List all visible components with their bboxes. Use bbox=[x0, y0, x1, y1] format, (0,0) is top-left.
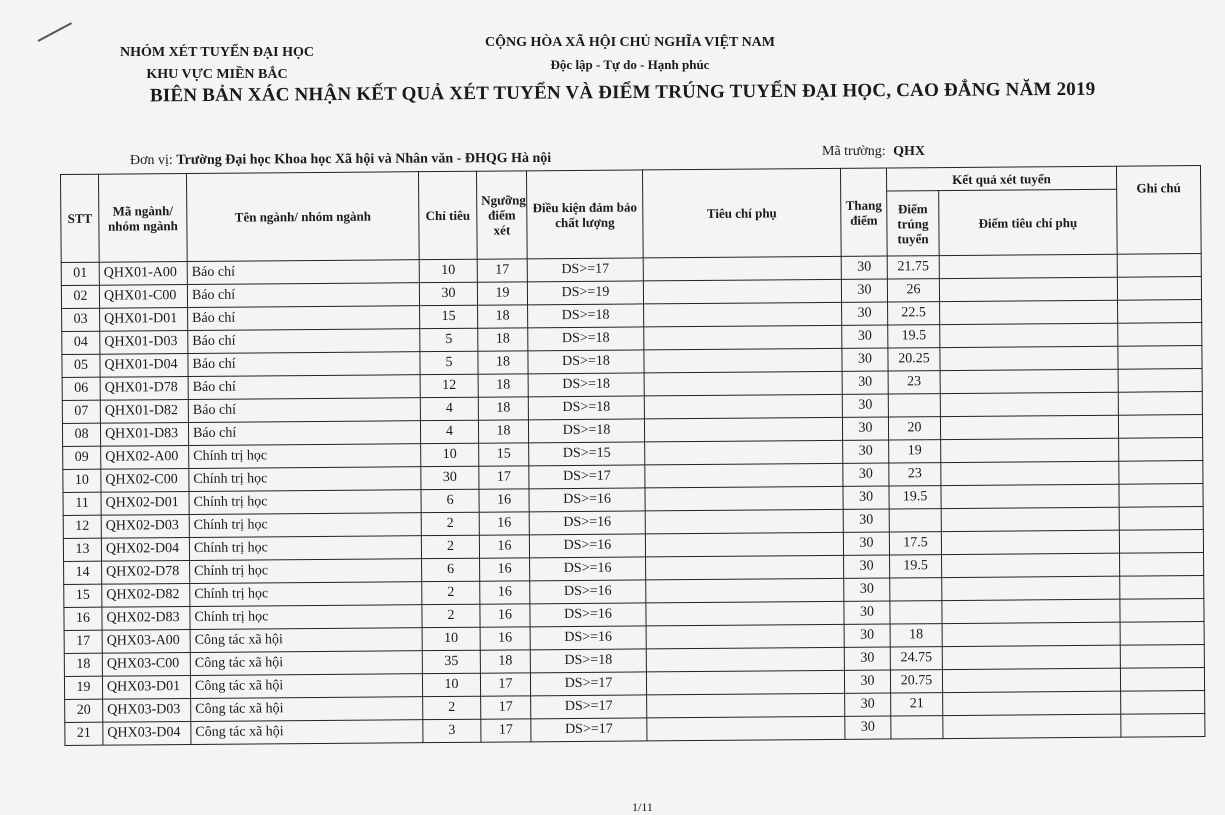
cell-scale: 30 bbox=[842, 371, 888, 394]
cell-sub-score bbox=[941, 530, 1119, 554]
cell-note bbox=[1117, 254, 1201, 278]
cell-note bbox=[1120, 576, 1204, 600]
cell-condition: DS>=16 bbox=[530, 603, 646, 627]
cell-condition: DS>=18 bbox=[528, 373, 644, 397]
cell-quota: 10 bbox=[422, 627, 480, 650]
cell-scale: 30 bbox=[844, 624, 890, 647]
cell-condition: DS>=15 bbox=[529, 442, 645, 466]
cell-score bbox=[888, 394, 940, 417]
cell-sub-score bbox=[940, 346, 1118, 370]
unit-value: Trường Đại học Khoa học Xã hội và Nhân văn - ĐHQG Hà nội bbox=[176, 150, 552, 168]
cell-sub-score bbox=[941, 438, 1119, 462]
cell-scale: 30 bbox=[845, 716, 891, 739]
cell-sub-criteria bbox=[645, 486, 843, 511]
cell-stt: 06 bbox=[62, 377, 100, 400]
cell-quota: 2 bbox=[422, 581, 480, 604]
cell-scale: 30 bbox=[842, 394, 888, 417]
country-header bbox=[460, 32, 800, 76]
cell-sub-score bbox=[939, 254, 1117, 278]
cell-sub-score bbox=[942, 599, 1120, 623]
cell-stt: 18 bbox=[64, 653, 102, 676]
cell-sub-criteria bbox=[645, 532, 843, 557]
cell-quota: 4 bbox=[420, 397, 478, 420]
country-line-1: CỘNG HÒA XÃ HỘI CHỦ NGHĨA VIỆT NAM bbox=[484, 35, 775, 50]
cell-stt: 10 bbox=[63, 469, 101, 492]
cell-score: 26 bbox=[887, 279, 939, 302]
cell-condition: DS>=16 bbox=[529, 488, 645, 512]
cell-scale: 30 bbox=[843, 463, 889, 486]
cell-note bbox=[1118, 300, 1202, 324]
cell-scale: 30 bbox=[844, 578, 890, 601]
cell-code: QHX03-D01 bbox=[102, 675, 190, 699]
col-dieu-kien: Điều kiện đảm bảo chất lượng bbox=[526, 170, 643, 259]
col-tieu-chi-phu: Tiêu chí phụ bbox=[642, 168, 841, 258]
cell-code: QHX03-C00 bbox=[102, 652, 190, 676]
col-chi-tieu: Chỉ tiêu bbox=[418, 171, 477, 259]
cell-condition: DS>=17 bbox=[531, 718, 647, 742]
cell-stt: 03 bbox=[62, 308, 100, 331]
cell-note bbox=[1120, 622, 1204, 646]
col-ket-qua: Kết quả xét tuyển bbox=[886, 166, 1116, 191]
cell-scale: 30 bbox=[844, 647, 890, 670]
cell-note bbox=[1118, 392, 1202, 416]
cell-sub-criteria bbox=[647, 693, 845, 718]
cell-scale: 30 bbox=[843, 509, 889, 532]
cell-threshold: 17 bbox=[481, 719, 531, 742]
cell-stt: 14 bbox=[64, 561, 102, 584]
cell-note bbox=[1120, 645, 1204, 669]
cell-name: Công tác xã hội bbox=[190, 651, 422, 676]
cell-condition: DS>=16 bbox=[530, 557, 646, 581]
country-line-2: Độc lập - Tự do - Hạnh phúc bbox=[550, 57, 710, 72]
col-nguong: Ngưỡng điểm xét bbox=[476, 171, 527, 259]
cell-stt: 19 bbox=[64, 676, 102, 699]
cell-sub-criteria bbox=[644, 325, 842, 350]
cell-sub-criteria bbox=[644, 394, 842, 419]
cell-threshold: 17 bbox=[480, 673, 530, 696]
cell-scale: 30 bbox=[844, 555, 890, 578]
cell-scale: 30 bbox=[841, 279, 887, 302]
unit-line bbox=[130, 151, 551, 169]
cell-quota: 12 bbox=[420, 374, 478, 397]
cell-code: QHX01-D78 bbox=[100, 377, 188, 401]
cell-scale: 30 bbox=[842, 348, 888, 371]
cell-code: QHX01-A00 bbox=[99, 262, 187, 286]
cell-sub-score bbox=[940, 369, 1118, 393]
cell-scale: 30 bbox=[842, 325, 888, 348]
cell-code: QHX03-D04 bbox=[103, 721, 191, 745]
cell-stt: 09 bbox=[63, 446, 101, 469]
cell-sub-criteria bbox=[645, 463, 843, 488]
results-table-wrap bbox=[60, 165, 1204, 746]
cell-note bbox=[1121, 691, 1205, 715]
cell-note bbox=[1121, 714, 1205, 738]
cell-name: Chính trị học bbox=[190, 605, 422, 630]
cell-sub-criteria bbox=[647, 716, 845, 741]
cell-name: Chính trị học bbox=[189, 490, 421, 515]
cell-score: 20.75 bbox=[890, 670, 942, 693]
unit-label: Đơn vị: bbox=[129, 152, 173, 169]
cell-condition: DS>=18 bbox=[528, 304, 644, 328]
page-number: 1/11 bbox=[632, 800, 653, 814]
cell-code: QHX02-D04 bbox=[101, 537, 189, 561]
cell-threshold: 16 bbox=[480, 627, 530, 650]
cell-code: QHX02-D82 bbox=[102, 583, 190, 607]
org-header bbox=[112, 42, 322, 86]
cell-condition: DS>=16 bbox=[530, 580, 646, 604]
cell-threshold: 16 bbox=[479, 535, 529, 558]
cell-name: Công tác xã hội bbox=[190, 674, 422, 699]
cell-name: Công tác xã hội bbox=[191, 720, 423, 745]
cell-sub-criteria bbox=[644, 371, 842, 396]
cell-name: Báo chí bbox=[188, 421, 420, 446]
cell-score: 18 bbox=[890, 624, 942, 647]
cell-sub-score bbox=[940, 323, 1118, 347]
cell-name: Chính trị học bbox=[190, 559, 422, 584]
cell-note bbox=[1119, 438, 1203, 462]
cell-score bbox=[891, 716, 943, 739]
cell-score bbox=[890, 601, 942, 624]
cell-quota: 2 bbox=[422, 604, 480, 627]
cell-sub-score bbox=[942, 576, 1120, 600]
cell-name: Báo chí bbox=[188, 329, 420, 354]
cell-code: QHX02-C00 bbox=[101, 468, 189, 492]
cell-condition: DS>=18 bbox=[528, 327, 644, 351]
cell-score: 19.5 bbox=[888, 325, 940, 348]
cell-quota: 3 bbox=[423, 719, 481, 742]
cell-score: 23 bbox=[888, 371, 940, 394]
cell-sub-score bbox=[940, 415, 1118, 439]
cell-quota: 10 bbox=[421, 443, 479, 466]
cell-code: QHX01-D83 bbox=[100, 422, 188, 446]
cell-sub-criteria bbox=[646, 670, 844, 695]
cell-quota: 10 bbox=[422, 673, 480, 696]
cell-threshold: 18 bbox=[478, 351, 528, 374]
cell-threshold: 16 bbox=[480, 581, 530, 604]
cell-threshold: 18 bbox=[480, 650, 530, 673]
cell-sub-criteria bbox=[644, 302, 842, 327]
cell-sub-score bbox=[940, 300, 1118, 324]
cell-name: Chính trị học bbox=[189, 467, 421, 492]
results-table bbox=[60, 165, 1205, 746]
cell-condition: DS>=17 bbox=[527, 258, 643, 282]
cell-condition: DS>=17 bbox=[531, 695, 647, 719]
cell-quota: 10 bbox=[419, 259, 477, 282]
cell-sub-criteria bbox=[643, 279, 841, 304]
school-code bbox=[822, 144, 925, 160]
cell-condition: DS>=18 bbox=[528, 396, 644, 420]
col-ma-nganh: Mã ngành/ nhóm ngành bbox=[99, 174, 188, 263]
cell-stt: 04 bbox=[62, 331, 100, 354]
cell-sub-score bbox=[939, 277, 1117, 301]
cell-stt: 15 bbox=[64, 584, 102, 607]
cell-score: 21 bbox=[891, 693, 943, 716]
cell-score: 19 bbox=[889, 440, 941, 463]
cell-quota: 35 bbox=[422, 650, 480, 673]
cell-sub-criteria bbox=[645, 440, 843, 465]
cell-stt: 12 bbox=[63, 515, 101, 538]
cell-scale: 30 bbox=[845, 693, 891, 716]
cell-stt: 20 bbox=[65, 699, 103, 722]
org-line-1: NHÓM XÉT TUYỂN ĐẠI HỌC bbox=[120, 45, 314, 60]
pen-mark bbox=[38, 22, 72, 42]
cell-score bbox=[890, 578, 942, 601]
cell-condition: DS>=18 bbox=[528, 419, 644, 443]
col-diem-tieu-chi-phu: Điểm tiêu chí phụ bbox=[939, 189, 1118, 255]
cell-stt: 11 bbox=[63, 492, 101, 515]
cell-sub-criteria bbox=[646, 647, 844, 672]
cell-note bbox=[1117, 277, 1201, 301]
cell-threshold: 18 bbox=[478, 374, 528, 397]
cell-name: Báo chí bbox=[188, 398, 420, 423]
cell-quota: 30 bbox=[419, 282, 477, 305]
cell-quota: 5 bbox=[420, 328, 478, 351]
document-title: BIÊN BẢN XÁC NHẬN KẾT QUẢ XÉT TUYỂN VÀ ĐIỂM TRÚNG TUYỂN ĐẠI HỌC, CAO ĐẲNG NĂM 2019 bbox=[149, 78, 1096, 107]
cell-code: QHX03-A00 bbox=[102, 629, 190, 653]
cell-score: 23 bbox=[889, 463, 941, 486]
cell-stt: 01 bbox=[61, 262, 99, 285]
cell-threshold: 18 bbox=[478, 305, 528, 328]
cell-sub-score bbox=[943, 714, 1121, 738]
cell-quota: 15 bbox=[420, 305, 478, 328]
cell-threshold: 16 bbox=[480, 604, 530, 627]
col-diem-trung-tuyen: Điểm trúng tuyển bbox=[887, 191, 940, 256]
cell-quota: 2 bbox=[421, 535, 479, 558]
cell-name: Báo chí bbox=[187, 283, 419, 308]
cell-sub-criteria bbox=[645, 509, 843, 534]
cell-scale: 30 bbox=[844, 670, 890, 693]
cell-quota: 4 bbox=[420, 420, 478, 443]
cell-note bbox=[1120, 599, 1204, 623]
cell-scale: 30 bbox=[843, 486, 889, 509]
school-code-value: QHX bbox=[893, 144, 925, 159]
cell-code: QHX01-D82 bbox=[100, 399, 188, 423]
cell-scale: 30 bbox=[844, 601, 890, 624]
cell-sub-score bbox=[942, 553, 1120, 577]
cell-score: 19.5 bbox=[890, 555, 942, 578]
cell-sub-score bbox=[943, 691, 1121, 715]
cell-scale: 30 bbox=[842, 417, 888, 440]
cell-name: Chính trị học bbox=[190, 582, 422, 607]
cell-condition: DS>=18 bbox=[530, 649, 646, 673]
cell-condition: DS>=17 bbox=[529, 465, 645, 489]
cell-stt: 08 bbox=[62, 423, 100, 446]
cell-quota: 30 bbox=[421, 466, 479, 489]
cell-name: Chính trị học bbox=[189, 444, 421, 469]
cell-scale: 30 bbox=[843, 440, 889, 463]
cell-name: Báo chí bbox=[188, 375, 420, 400]
cell-sub-criteria bbox=[646, 555, 844, 580]
col-thang-diem: Thang điểm bbox=[840, 168, 887, 256]
cell-note bbox=[1118, 369, 1202, 393]
cell-condition: DS>=17 bbox=[530, 672, 646, 696]
cell-score: 24.75 bbox=[890, 647, 942, 670]
cell-note bbox=[1119, 484, 1203, 508]
cell-sub-score bbox=[941, 484, 1119, 508]
cell-threshold: 16 bbox=[480, 558, 530, 581]
cell-name: Công tác xã hội bbox=[190, 628, 422, 653]
cell-sub-criteria bbox=[646, 601, 844, 626]
school-code-label: Mã trường: bbox=[822, 144, 886, 159]
cell-threshold: 15 bbox=[479, 443, 529, 466]
cell-scale: 30 bbox=[843, 532, 889, 555]
cell-threshold: 18 bbox=[478, 420, 528, 443]
cell-sub-score bbox=[941, 461, 1119, 485]
cell-name: Chính trị học bbox=[189, 536, 421, 561]
cell-quota: 6 bbox=[421, 489, 479, 512]
cell-name: Báo chí bbox=[188, 306, 420, 331]
cell-sub-score bbox=[941, 507, 1119, 531]
col-ten-nganh: Tên ngành/ nhóm ngành bbox=[187, 172, 420, 262]
cell-code: QHX01-D01 bbox=[100, 308, 188, 332]
cell-sub-score bbox=[942, 645, 1120, 669]
cell-note bbox=[1119, 461, 1203, 485]
cell-condition: DS>=16 bbox=[529, 511, 645, 535]
results-table-body bbox=[61, 254, 1205, 746]
cell-code: QHX02-A00 bbox=[101, 445, 189, 469]
cell-quota: 5 bbox=[420, 351, 478, 374]
cell-code: QHX02-D01 bbox=[101, 491, 189, 515]
cell-score: 21.75 bbox=[887, 256, 939, 279]
cell-code: QHX01-D03 bbox=[100, 331, 188, 355]
cell-threshold: 17 bbox=[477, 259, 527, 282]
cell-sub-criteria bbox=[644, 417, 842, 442]
cell-sub-score bbox=[940, 392, 1118, 416]
cell-threshold: 16 bbox=[479, 489, 529, 512]
cell-note bbox=[1119, 530, 1203, 554]
cell-note bbox=[1120, 553, 1204, 577]
cell-note bbox=[1118, 346, 1202, 370]
cell-stt: 02 bbox=[61, 285, 99, 308]
cell-threshold: 16 bbox=[479, 512, 529, 535]
cell-sub-criteria bbox=[646, 578, 844, 603]
cell-name: Chính trị học bbox=[189, 513, 421, 538]
cell-sub-criteria bbox=[646, 624, 844, 649]
cell-name: Báo chí bbox=[187, 260, 419, 285]
cell-scale: 30 bbox=[842, 302, 888, 325]
cell-stt: 21 bbox=[65, 722, 103, 745]
cell-sub-score bbox=[942, 622, 1120, 646]
cell-code: QHX02-D03 bbox=[101, 514, 189, 538]
cell-stt: 07 bbox=[62, 400, 100, 423]
cell-name: Công tác xã hội bbox=[191, 697, 423, 722]
cell-name: Báo chí bbox=[188, 352, 420, 377]
cell-score: 20 bbox=[888, 417, 940, 440]
cell-score: 20.25 bbox=[888, 348, 940, 371]
cell-quota: 2 bbox=[423, 696, 481, 719]
cell-stt: 13 bbox=[63, 538, 101, 561]
cell-code: QHX03-D03 bbox=[103, 698, 191, 722]
col-stt: STT bbox=[61, 174, 100, 262]
cell-code: QHX02-D83 bbox=[102, 606, 190, 630]
cell-stt: 05 bbox=[62, 354, 100, 377]
cell-threshold: 17 bbox=[481, 696, 531, 719]
cell-threshold: 18 bbox=[478, 328, 528, 351]
cell-score: 22.5 bbox=[888, 302, 940, 325]
cell-threshold: 17 bbox=[479, 466, 529, 489]
cell-condition: DS>=19 bbox=[527, 281, 643, 305]
cell-code: QHX01-C00 bbox=[99, 285, 187, 309]
cell-score: 19.5 bbox=[889, 486, 941, 509]
cell-stt: 16 bbox=[64, 607, 102, 630]
cell-condition: DS>=18 bbox=[528, 350, 644, 374]
cell-threshold: 19 bbox=[477, 282, 527, 305]
cell-sub-score bbox=[942, 668, 1120, 692]
cell-quota: 2 bbox=[421, 512, 479, 535]
cell-note bbox=[1119, 507, 1203, 531]
cell-scale: 30 bbox=[841, 256, 887, 279]
cell-stt: 17 bbox=[64, 630, 102, 653]
cell-note bbox=[1118, 323, 1202, 347]
cell-score bbox=[889, 509, 941, 532]
cell-condition: DS>=16 bbox=[530, 626, 646, 650]
cell-condition: DS>=16 bbox=[529, 534, 645, 558]
cell-quota: 6 bbox=[422, 558, 480, 581]
cell-threshold: 18 bbox=[478, 397, 528, 420]
cell-sub-criteria bbox=[644, 348, 842, 373]
cell-note bbox=[1120, 668, 1204, 692]
cell-score: 17.5 bbox=[889, 532, 941, 555]
cell-note bbox=[1118, 415, 1202, 439]
col-ghi-chu: Ghi chú bbox=[1116, 166, 1201, 255]
org-line-2: KHU VỰC MIỀN BẮC bbox=[146, 67, 288, 82]
cell-sub-criteria bbox=[643, 256, 841, 281]
cell-code: QHX02-D78 bbox=[102, 560, 190, 584]
cell-code: QHX01-D04 bbox=[100, 354, 188, 378]
